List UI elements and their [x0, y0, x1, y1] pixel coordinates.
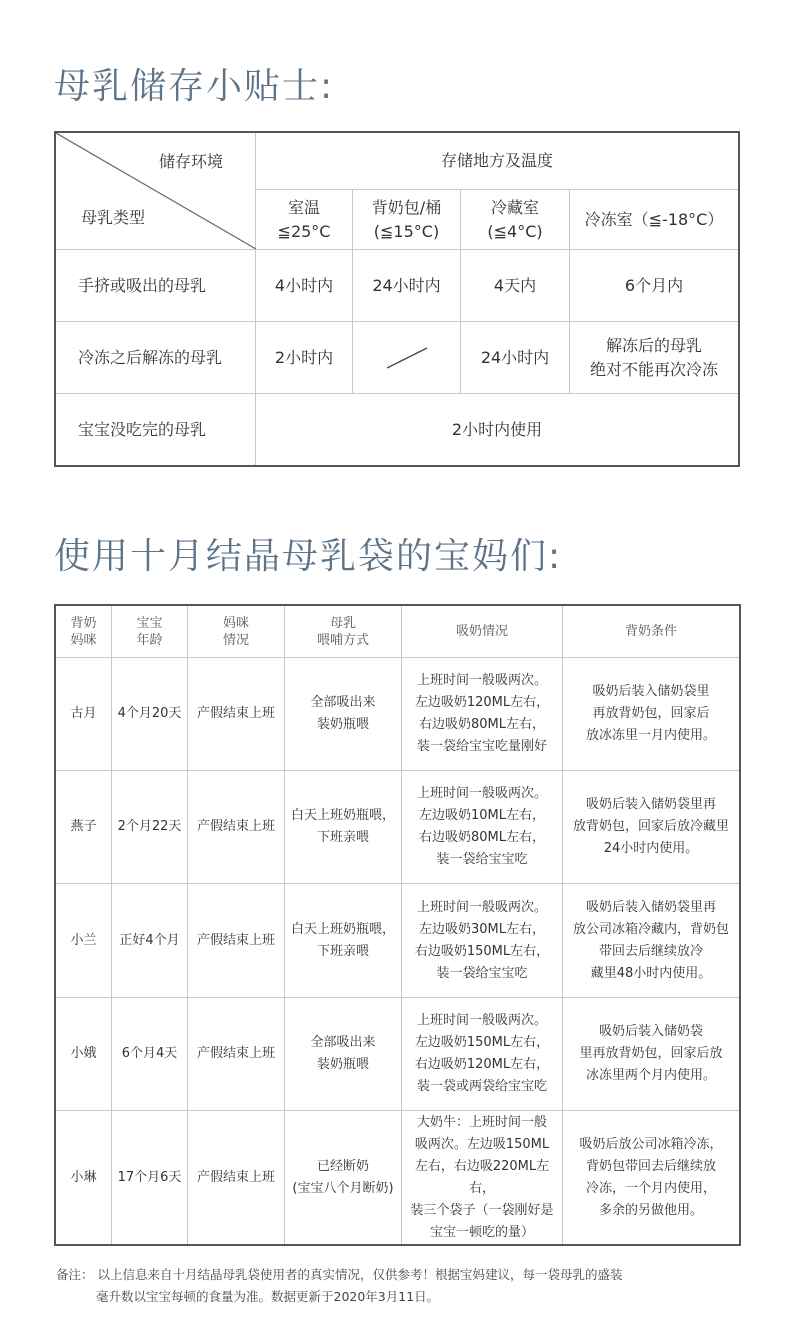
carry-condition: 吸奶后放公司冰箱冷冻， 背奶包带回去后继续放 冷冻，一个月内使用， 多余的另做他用。 — [563, 1111, 740, 1245]
footnote — [56, 1264, 622, 1308]
col-header: 吸奶情况 — [402, 606, 563, 658]
diag-label-environment: 储存环境 — [159, 152, 224, 171]
header-row — [56, 606, 740, 658]
col-header: 背奶 妈咪 — [56, 606, 112, 658]
col-header: 妈咪 情况 — [188, 606, 285, 658]
diag-label-milk-type: 母乳类型 — [81, 208, 146, 227]
room-value: 2小时内 — [256, 322, 353, 394]
mom-situation: 产假结束上班 — [188, 1111, 285, 1245]
carry-condition: 吸奶后装入储奶袋里再 放背奶包，回家后放冷藏里 24小时内使用。 — [563, 771, 740, 884]
not-applicable-slash — [385, 346, 429, 370]
moms-table — [55, 605, 740, 1245]
feeding-method: 全部吸出来 装奶瓶喂 — [285, 998, 402, 1111]
mom-name: 小琳 — [56, 1111, 112, 1245]
table-row — [56, 394, 739, 466]
carry-condition: 吸奶后装入储奶袋 里再放背奶包，回家后放 冰冻里两个月内使用。 — [563, 998, 740, 1111]
mom-name: 小娥 — [56, 998, 112, 1111]
mom-situation: 产假结束上班 — [188, 658, 285, 771]
mom-name: 小兰 — [56, 884, 112, 998]
section-title-moms: 使用十月结晶母乳袋的宝妈们: — [54, 536, 563, 577]
table-row — [56, 998, 740, 1111]
bag-value-empty — [353, 322, 461, 394]
col-header-freezer: 冷冻室（≦-18°C） — [570, 190, 739, 250]
baby-age: 6个月4天 — [112, 998, 188, 1111]
mom-situation: 产假结束上班 — [188, 998, 285, 1111]
mom-name: 燕子 — [56, 771, 112, 884]
freezer-value: 6个月内 — [570, 250, 739, 322]
col-header: 宝宝 年龄 — [112, 606, 188, 658]
section-title-storage-tips: 母乳储存小贴士: — [54, 66, 335, 107]
pumping-info: 上班时间一般吸两次。 左边吸奶30ML左右， 右边吸奶150ML左右， 装一袋给宝宝吃 — [402, 884, 563, 998]
baby-age: 正好4个月 — [112, 884, 188, 998]
feeding-method: 已经断奶 (宝宝八个月断奶) — [285, 1111, 402, 1245]
table-row — [56, 322, 739, 394]
col-header: 母乳 喂哺方式 — [285, 606, 402, 658]
milk-type: 冷冻之后解冻的母乳 — [56, 322, 256, 394]
storage-table — [55, 132, 739, 466]
fridge-value: 24小时内 — [461, 322, 570, 394]
baby-age: 17个月6天 — [112, 1111, 188, 1245]
fridge-value: 4天内 — [461, 250, 570, 322]
col-header-fridge: 冷藏室 (≦4°C) — [461, 190, 570, 250]
pumping-info: 大奶牛：上班时间一般 吸两次。左边吸150ML 左右，右边吸220ML左右， 装三个袋子（一袋刚好是 宝宝一顿吃的量） — [402, 1111, 563, 1245]
table-row — [56, 1111, 740, 1245]
header-storage-place: 存储地方及温度 — [256, 133, 739, 190]
bag-value: 24小时内 — [353, 250, 461, 322]
freezer-value: 解冻后的母乳 绝对不能再次冷冻 — [570, 322, 739, 394]
table-row — [56, 250, 739, 322]
footnote-line-2: 毫升数以宝宝每顿的食量为准。数据更新于2020年3月11日。 — [96, 1289, 440, 1304]
baby-age: 2个月22天 — [112, 771, 188, 884]
diagonal-header-cell — [56, 133, 256, 250]
pumping-info: 上班时间一般吸两次。 左边吸奶120ML左右， 右边吸奶80ML左右， 装一袋给宝宝吃量刚好 — [402, 658, 563, 771]
room-value: 4小时内 — [256, 250, 353, 322]
col-header-room: 室温 ≦25°C — [256, 190, 353, 250]
col-header-bag: 背奶包/桶 (≦15°C) — [353, 190, 461, 250]
pumping-info: 上班时间一般吸两次。 左边吸奶10ML左右， 右边吸奶80ML左右， 装一袋给宝宝吃 — [402, 771, 563, 884]
carry-condition: 吸奶后装入储奶袋里 再放背奶包，回家后 放冰冻里一月内使用。 — [563, 658, 740, 771]
table-row — [56, 658, 740, 771]
feeding-method: 白天上班奶瓶喂， 下班亲喂 — [285, 884, 402, 998]
mom-name: 古月 — [56, 658, 112, 771]
feeding-method: 白天上班奶瓶喂， 下班亲喂 — [285, 771, 402, 884]
baby-age: 4个月20天 — [112, 658, 188, 771]
all-value: 2小时内使用 — [256, 394, 739, 466]
table-row — [56, 771, 740, 884]
diagonal-line — [56, 133, 256, 249]
milk-type: 宝宝没吃完的母乳 — [56, 394, 256, 466]
pumping-info: 上班时间一般吸两次。 左边吸奶150ML左右， 右边吸奶120ML左右， 装一袋或两袋给宝宝吃 — [402, 998, 563, 1111]
mom-situation: 产假结束上班 — [188, 771, 285, 884]
table-row — [56, 884, 740, 998]
milk-type: 手挤或吸出的母乳 — [56, 250, 256, 322]
feeding-method: 全部吸出来 装奶瓶喂 — [285, 658, 402, 771]
footnote-line-1: 备注： 以上信息来自十月结晶母乳袋使用者的真实情况，仅供参考！根据宝妈建议，每一袋母乳的盛装 — [56, 1267, 623, 1282]
col-header: 背奶条件 — [563, 606, 740, 658]
carry-condition: 吸奶后装入储奶袋里再 放公司冰箱冷藏内，背奶包 带回去后继续放冷 藏里48小时内使用。 — [563, 884, 740, 998]
mom-situation: 产假结束上班 — [188, 884, 285, 998]
